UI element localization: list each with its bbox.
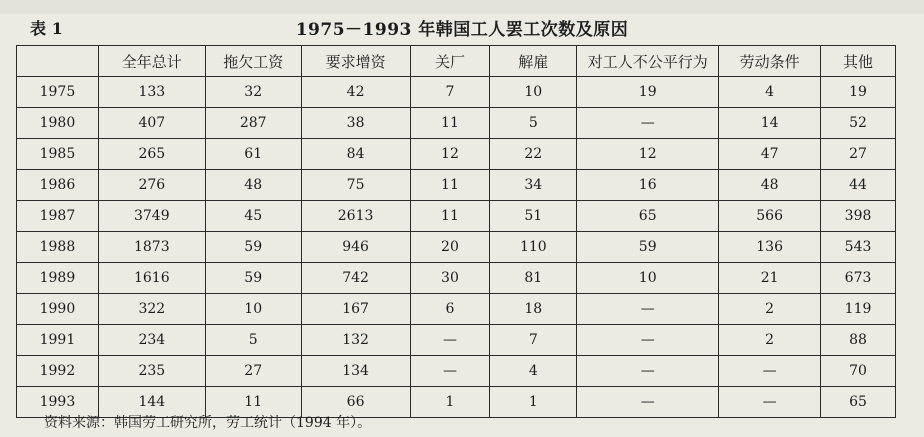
table-cell: 10 — [577, 263, 719, 294]
table-row — [17, 263, 896, 294]
table-cell: 34 — [490, 170, 577, 201]
year-cell: 1975 — [17, 77, 99, 108]
table-cell: 12 — [410, 139, 490, 170]
table-cell: 398 — [821, 201, 896, 232]
table-cell: 11 — [410, 201, 490, 232]
table-cell: 265 — [98, 139, 205, 170]
table-cell: 70 — [821, 356, 896, 387]
table-cell: 7 — [490, 325, 577, 356]
table-cell: 65 — [821, 387, 896, 418]
strike-table — [16, 45, 896, 418]
header-cell-working-conditions: 劳动条件 — [719, 46, 821, 77]
table-cell: 322 — [98, 294, 205, 325]
table-cell: 59 — [577, 232, 719, 263]
table-cell: 61 — [205, 139, 301, 170]
year-cell: 1985 — [17, 139, 99, 170]
table-cell: — — [577, 356, 719, 387]
table-cell: — — [577, 294, 719, 325]
table-cell: 1 — [490, 387, 577, 418]
table-cell: 407 — [98, 108, 205, 139]
header-cell-unfair-treatment: 对工人不公平行为 — [577, 46, 719, 77]
table-cell: 38 — [301, 108, 410, 139]
table-row — [17, 325, 896, 356]
table-cell: 65 — [577, 201, 719, 232]
table-row — [17, 232, 896, 263]
table-cell: 14 — [719, 108, 821, 139]
table-cell: 543 — [821, 232, 896, 263]
table-cell: 27 — [821, 139, 896, 170]
table-cell: 12 — [577, 139, 719, 170]
table-label: 表 1 — [30, 19, 63, 38]
table-cell: 48 — [205, 170, 301, 201]
year-cell: 1993 — [17, 387, 99, 418]
table-cell: 673 — [821, 263, 896, 294]
table-cell: 16 — [577, 170, 719, 201]
table-cell: — — [410, 325, 490, 356]
year-cell: 1991 — [17, 325, 99, 356]
table-cell: 1 — [410, 387, 490, 418]
table-cell: 119 — [821, 294, 896, 325]
table-cell: 19 — [577, 77, 719, 108]
table-cell: 5 — [490, 108, 577, 139]
table-cell: 51 — [490, 201, 577, 232]
table-cell: — — [410, 356, 490, 387]
table-cell: 11 — [410, 108, 490, 139]
table-cell: 22 — [490, 139, 577, 170]
table-cell: 1616 — [98, 263, 205, 294]
table-cell: 566 — [719, 201, 821, 232]
table-cell: — — [719, 356, 821, 387]
year-cell: 1988 — [17, 232, 99, 263]
table-cell: 20 — [410, 232, 490, 263]
table-cell: 84 — [301, 139, 410, 170]
table-cell: 21 — [719, 263, 821, 294]
table-cell: — — [577, 325, 719, 356]
table-cell: 946 — [301, 232, 410, 263]
table-cell: 110 — [490, 232, 577, 263]
table-cell: 2613 — [301, 201, 410, 232]
table-cell: 11 — [205, 387, 301, 418]
table-row — [17, 170, 896, 201]
year-cell: 1986 — [17, 170, 99, 201]
table-cell: 45 — [205, 201, 301, 232]
table-cell: 742 — [301, 263, 410, 294]
table-cell: 19 — [821, 77, 896, 108]
table-cell: 2 — [719, 294, 821, 325]
table-cell: 44 — [821, 170, 896, 201]
table-cell: 18 — [490, 294, 577, 325]
table-cell: 5 — [205, 325, 301, 356]
table-cell: 32 — [205, 77, 301, 108]
table-row — [17, 356, 896, 387]
table-cell: 75 — [301, 170, 410, 201]
table-cell: 1873 — [98, 232, 205, 263]
header-cell-plant-closure: 关厂 — [410, 46, 490, 77]
table-cell: 134 — [301, 356, 410, 387]
table-cell: 4 — [719, 77, 821, 108]
year-cell: 1980 — [17, 108, 99, 139]
table-cell: 66 — [301, 387, 410, 418]
table-cell: 59 — [205, 263, 301, 294]
table-row — [17, 77, 896, 108]
table-cell: 10 — [205, 294, 301, 325]
source-note: 资料来源：韩国劳工研究所，劳工统计（1994 年）。 — [44, 415, 372, 431]
header-cell-total: 全年总计 — [98, 46, 205, 77]
year-cell: 1990 — [17, 294, 99, 325]
header-cell-year — [17, 46, 99, 77]
table-cell: 136 — [719, 232, 821, 263]
table-cell: 3749 — [98, 201, 205, 232]
table-cell: 144 — [98, 387, 205, 418]
table-cell: 11 — [410, 170, 490, 201]
table-cell: 48 — [719, 170, 821, 201]
header-cell-wage-increase: 要求增资 — [301, 46, 410, 77]
table-title: 1975－1993 年韩国工人罢工次数及原因 — [295, 20, 629, 40]
header-cell-other: 其他 — [821, 46, 896, 77]
table-cell: 235 — [98, 356, 205, 387]
top-margin-shade — [0, 0, 924, 14]
table-row — [17, 201, 896, 232]
table-row — [17, 108, 896, 139]
table-cell: 133 — [98, 77, 205, 108]
table-cell: 30 — [410, 263, 490, 294]
table-cell: 42 — [301, 77, 410, 108]
table-cell: 6 — [410, 294, 490, 325]
table-cell: 27 — [205, 356, 301, 387]
table-cell: 7 — [410, 77, 490, 108]
table-row — [17, 139, 896, 170]
table-cell: 52 — [821, 108, 896, 139]
table-row — [17, 294, 896, 325]
year-cell: 1987 — [17, 201, 99, 232]
table-cell: — — [577, 108, 719, 139]
header-row — [17, 46, 896, 77]
table-cell: 167 — [301, 294, 410, 325]
table-cell: 4 — [490, 356, 577, 387]
table-cell: — — [577, 387, 719, 418]
header-cell-dismissal: 解雇 — [490, 46, 577, 77]
year-cell: 1992 — [17, 356, 99, 387]
table-cell: 47 — [719, 139, 821, 170]
table-cell: 276 — [98, 170, 205, 201]
table-cell: 234 — [98, 325, 205, 356]
table-cell: 2 — [719, 325, 821, 356]
table-cell: 10 — [490, 77, 577, 108]
table-cell: 287 — [205, 108, 301, 139]
header-cell-unpaid-wages: 拖欠工资 — [205, 46, 301, 77]
table-cell: — — [719, 387, 821, 418]
table-cell: 59 — [205, 232, 301, 263]
year-cell: 1989 — [17, 263, 99, 294]
table-cell: 88 — [821, 325, 896, 356]
table-cell: 81 — [490, 263, 577, 294]
table-cell: 132 — [301, 325, 410, 356]
